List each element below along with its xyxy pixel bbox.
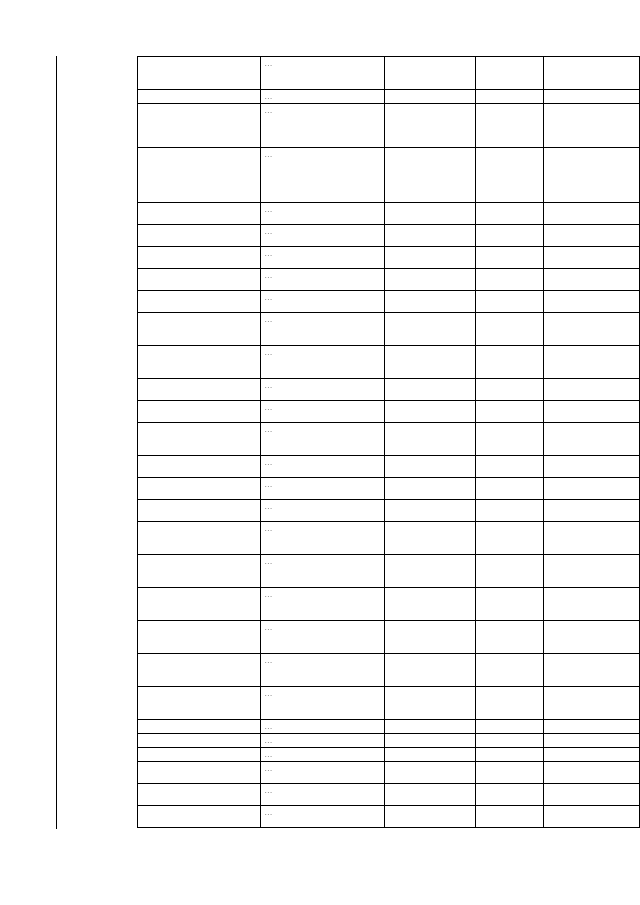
unit-cell — [385, 104, 476, 148]
quantity-cell — [543, 555, 639, 588]
item-name-cell: … — [261, 346, 385, 379]
table-row — [138, 522, 640, 555]
empty-cell — [475, 148, 543, 203]
spacer-cell — [138, 203, 261, 225]
empty-cell — [475, 720, 543, 734]
unit-cell — [385, 379, 476, 401]
empty-cell — [475, 654, 543, 687]
table-row — [138, 225, 640, 247]
empty-cell — [475, 269, 543, 291]
spacer-cell — [138, 247, 261, 269]
empty-cell — [475, 225, 543, 247]
table-row — [138, 762, 640, 784]
item-name-cell: … — [261, 720, 385, 734]
unit-cell — [385, 148, 476, 203]
item-name-cell: … — [261, 401, 385, 423]
table-row — [138, 806, 640, 828]
unit-cell — [385, 456, 476, 478]
empty-cell — [475, 478, 543, 500]
quantity-cell — [543, 203, 639, 225]
unit-cell — [385, 313, 476, 346]
spacer-cell — [138, 291, 261, 313]
table-row — [138, 456, 640, 478]
item-name-cell: … — [261, 291, 385, 313]
unit-cell — [385, 500, 476, 522]
quantity-cell — [543, 90, 639, 104]
unit-cell — [385, 203, 476, 225]
empty-cell — [475, 621, 543, 654]
spacer-cell — [138, 148, 261, 203]
table-row — [138, 90, 640, 104]
quantity-cell — [543, 806, 639, 828]
spacer-cell — [138, 269, 261, 291]
empty-cell — [475, 313, 543, 346]
unit-cell — [385, 247, 476, 269]
spacer-cell — [138, 225, 261, 247]
table-row — [138, 401, 640, 423]
empty-cell — [475, 687, 543, 720]
spacer-cell — [138, 104, 261, 148]
table-row — [138, 720, 640, 734]
table-row — [138, 555, 640, 588]
table-row — [138, 247, 640, 269]
table-row — [138, 687, 640, 720]
empty-cell — [475, 379, 543, 401]
quantity-cell — [543, 500, 639, 522]
table-row — [138, 379, 640, 401]
quantity-cell — [543, 269, 639, 291]
empty-cell — [475, 762, 543, 784]
quantity-cell — [543, 401, 639, 423]
empty-cell — [475, 57, 543, 90]
empty-cell — [475, 203, 543, 225]
quantity-cell — [543, 621, 639, 654]
spacer-cell — [138, 748, 261, 762]
spacer-cell — [138, 555, 261, 588]
empty-cell — [475, 456, 543, 478]
unit-cell — [385, 748, 476, 762]
empty-cell — [475, 401, 543, 423]
table-row — [138, 588, 640, 621]
spacer-cell — [138, 478, 261, 500]
item-name-cell: … — [261, 456, 385, 478]
empty-cell — [475, 522, 543, 555]
unit-cell — [385, 269, 476, 291]
spacer-cell — [138, 621, 261, 654]
quantity-cell — [543, 346, 639, 379]
item-name-cell: … — [261, 104, 385, 148]
item-name-cell: … — [261, 806, 385, 828]
quantity-cell — [543, 522, 639, 555]
unit-cell — [385, 784, 476, 806]
quantity-cell — [543, 654, 639, 687]
unit-cell — [385, 720, 476, 734]
table-row — [138, 654, 640, 687]
spacer-cell — [138, 500, 261, 522]
unit-cell — [385, 90, 476, 104]
unit-cell — [385, 478, 476, 500]
empty-cell — [475, 291, 543, 313]
spacer-cell — [138, 379, 261, 401]
table-row — [138, 269, 640, 291]
quantity-cell — [543, 148, 639, 203]
unit-cell — [385, 588, 476, 621]
quantity-cell — [543, 762, 639, 784]
quantity-cell — [543, 247, 639, 269]
empty-cell — [475, 90, 543, 104]
table-row — [138, 734, 640, 748]
table-row — [138, 621, 640, 654]
item-name-cell: … — [261, 555, 385, 588]
empty-cell — [475, 748, 543, 762]
quantity-cell — [543, 478, 639, 500]
empty-cell — [475, 588, 543, 621]
item-name-cell: … — [261, 500, 385, 522]
table-row — [138, 748, 640, 762]
unit-cell — [385, 762, 476, 784]
spacer-cell — [138, 423, 261, 456]
spacer-cell — [138, 522, 261, 555]
unit-cell — [385, 423, 476, 456]
spacer-cell — [138, 313, 261, 346]
empty-cell — [475, 423, 543, 456]
item-name-cell: … — [261, 654, 385, 687]
spacer-cell — [138, 654, 261, 687]
unit-cell — [385, 621, 476, 654]
empty-cell — [475, 806, 543, 828]
table-row — [138, 57, 640, 90]
unit-cell — [385, 687, 476, 720]
item-name-cell: … — [261, 748, 385, 762]
item-name-cell: … — [261, 269, 385, 291]
item-name-cell: … — [261, 734, 385, 748]
quantity-cell — [543, 720, 639, 734]
spacer-cell — [138, 734, 261, 748]
empty-cell — [475, 346, 543, 379]
table-row — [138, 423, 640, 456]
quantity-cell — [543, 291, 639, 313]
quantity-cell — [543, 687, 639, 720]
quantity-cell — [543, 225, 639, 247]
spacer-cell — [138, 806, 261, 828]
spacer-cell — [138, 720, 261, 734]
quantity-cell — [543, 423, 639, 456]
table-row — [138, 203, 640, 225]
unit-cell — [385, 346, 476, 379]
item-name-cell: … — [261, 588, 385, 621]
spacer-cell — [138, 401, 261, 423]
spacer-cell — [138, 57, 261, 90]
item-name-cell: … — [261, 784, 385, 806]
item-name-cell: … — [261, 762, 385, 784]
table-row — [138, 346, 640, 379]
item-name-cell: … — [261, 621, 385, 654]
quantity-cell — [543, 104, 639, 148]
item-name-cell: … — [261, 379, 385, 401]
spacer-cell — [138, 762, 261, 784]
item-name-cell: … — [261, 423, 385, 456]
unit-cell — [385, 555, 476, 588]
quantity-cell — [543, 57, 639, 90]
empty-cell — [475, 784, 543, 806]
materials-table — [137, 56, 640, 828]
spacer-cell — [138, 588, 261, 621]
left-margin-rule — [56, 56, 57, 829]
quantity-cell — [543, 588, 639, 621]
table-row — [138, 478, 640, 500]
item-name-cell: … — [261, 313, 385, 346]
unit-cell — [385, 522, 476, 555]
unit-cell — [385, 401, 476, 423]
quantity-cell — [543, 734, 639, 748]
table-row — [138, 313, 640, 346]
table-row — [138, 148, 640, 203]
unit-cell — [385, 225, 476, 247]
spacer-cell — [138, 784, 261, 806]
empty-cell — [475, 734, 543, 748]
quantity-cell — [543, 748, 639, 762]
item-name-cell: … — [261, 90, 385, 104]
quantity-cell — [543, 456, 639, 478]
unit-cell — [385, 291, 476, 313]
unit-cell — [385, 57, 476, 90]
item-name-cell: … — [261, 478, 385, 500]
item-name-cell: … — [261, 203, 385, 225]
empty-cell — [475, 555, 543, 588]
item-name-cell: … — [261, 57, 385, 90]
empty-cell — [475, 500, 543, 522]
quantity-cell — [543, 313, 639, 346]
table-row — [138, 784, 640, 806]
spacer-cell — [138, 456, 261, 478]
item-name-cell: … — [261, 247, 385, 269]
item-name-cell: … — [261, 687, 385, 720]
table-row — [138, 104, 640, 148]
unit-cell — [385, 806, 476, 828]
quantity-cell — [543, 379, 639, 401]
spacer-cell — [138, 687, 261, 720]
table-row — [138, 291, 640, 313]
item-name-cell: … — [261, 522, 385, 555]
empty-cell — [475, 104, 543, 148]
spacer-cell — [138, 90, 261, 104]
item-name-cell: … — [261, 148, 385, 203]
item-name-cell: … — [261, 225, 385, 247]
quantity-cell — [543, 784, 639, 806]
unit-cell — [385, 734, 476, 748]
empty-cell — [475, 247, 543, 269]
unit-cell — [385, 654, 476, 687]
spacer-cell — [138, 346, 261, 379]
table-row — [138, 500, 640, 522]
